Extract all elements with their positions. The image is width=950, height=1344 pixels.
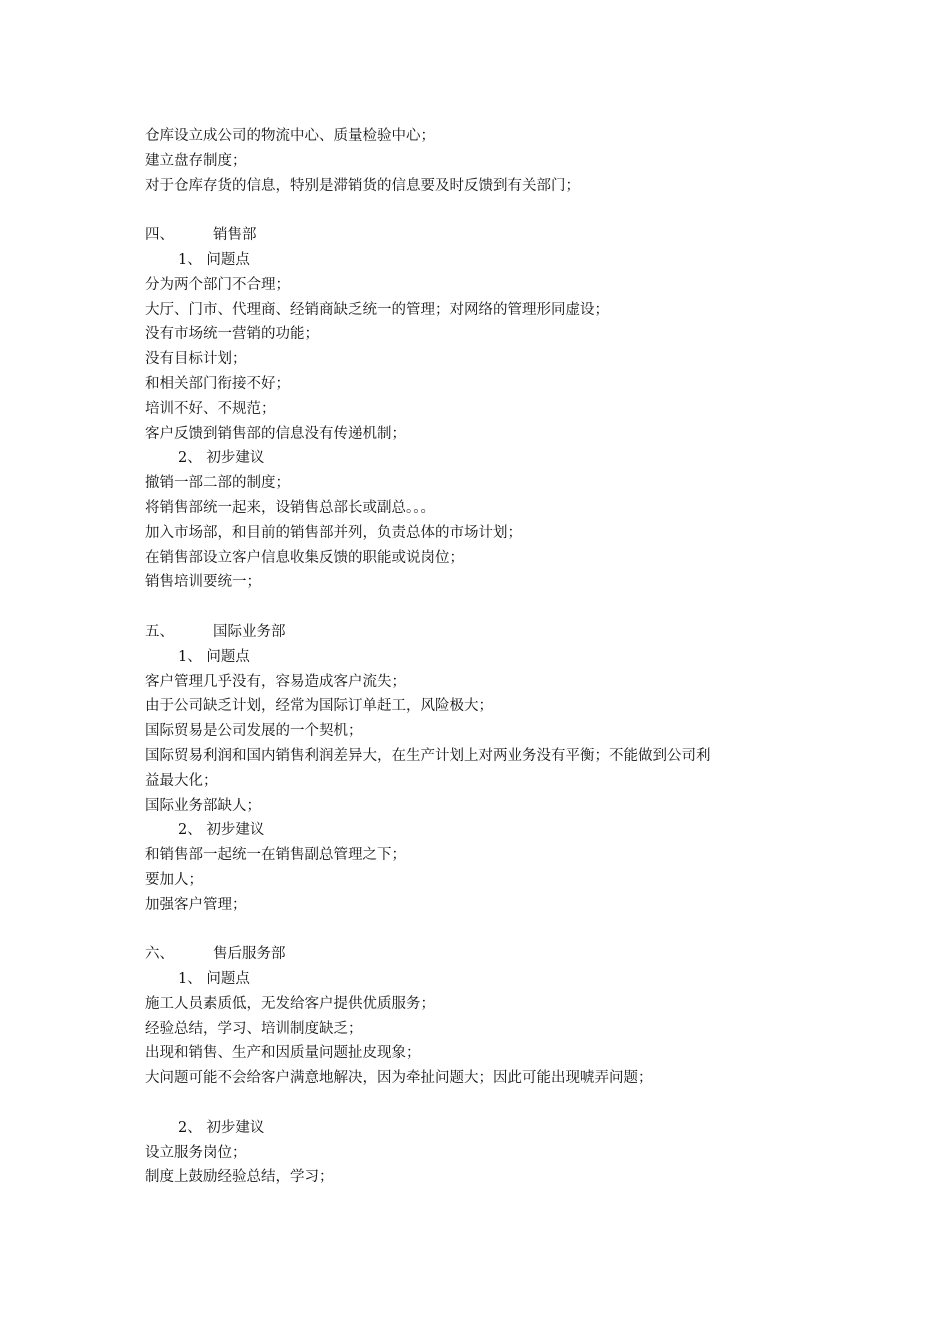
text-line: 国际业务部缺人； — [145, 797, 261, 814]
document-body — [145, 124, 825, 1190]
text-line: 施工人员素质低，无发给客户提供优质服务； — [145, 995, 435, 1012]
text-line: 经验总结，学习、培训制度缺乏； — [145, 1020, 363, 1037]
section-number: 五、 — [145, 623, 174, 640]
text-line: 客户管理几乎没有，容易造成客户流失； — [145, 673, 406, 690]
section-number: 六、 — [145, 946, 174, 963]
text-line: 和销售部一起统一在销售副总管理之下； — [145, 847, 406, 864]
blank-line — [145, 1091, 825, 1116]
section-heading — [145, 620, 825, 645]
text-line: 大厅、门市、代理商、经销商缺乏统一的管理；对网络的管理形同虚设； — [145, 301, 609, 318]
section-heading — [145, 942, 825, 967]
text-line: 加入市场部，和目前的销售部并列，负责总体的市场计划； — [145, 524, 522, 541]
text-line: 大问题可能不会给客户满意地解决，因为牵扯问题大；因此可能出现唬弄问题； — [145, 1070, 653, 1087]
text-line: 加强客户管理； — [145, 896, 247, 913]
text-line: 建立盘存制度； — [145, 152, 247, 169]
section-heading — [145, 223, 825, 248]
section-title: 销售部 — [213, 227, 257, 244]
section-title: 售后服务部 — [213, 946, 286, 963]
text-line: 没有市场统一营销的功能； — [145, 326, 319, 343]
text-line: 和相关部门衔接不好； — [145, 375, 290, 392]
blank-line — [145, 918, 825, 943]
text-line: 由于公司缺乏计划，经常为国际订单赶工，风险极大； — [145, 698, 493, 715]
text-line: 国际贸易利润和国内销售利润差异大，在生产计划上对两业务没有平衡；不能做到公司利 — [145, 747, 711, 764]
text-line: 出现和销售、生产和因质量问题扯皮现象； — [145, 1045, 421, 1062]
subheading: 1、 问题点 — [178, 971, 250, 988]
text-line: 客户反馈到销售部的信息没有传递机制； — [145, 425, 406, 442]
subheading: 1、 问题点 — [178, 251, 250, 268]
section-number: 四、 — [145, 227, 174, 244]
subheading: 2、 初步建议 — [178, 450, 265, 467]
blank-line — [145, 198, 825, 223]
text-line: 撤销一部二部的制度； — [145, 475, 290, 492]
text-line: 分为两个部门不合理； — [145, 276, 290, 293]
text-line: 仓库设立成公司的物流中心、质量检验中心； — [145, 128, 435, 144]
text-line: 益最大化； — [145, 772, 218, 789]
section-title: 国际业务部 — [213, 623, 286, 640]
subheading: 2、 初步建议 — [178, 822, 265, 839]
text-line: 在销售部设立客户信息收集反馈的职能或说岗位； — [145, 549, 464, 566]
text-line: 对于仓库存货的信息，特别是滞销货的信息要及时反馈到有关部门； — [145, 177, 580, 194]
text-line: 培训不好、不规范； — [145, 400, 276, 417]
blank-line — [145, 595, 825, 620]
text-line: 国际贸易是公司发展的一个契机； — [145, 723, 363, 740]
text-line: 没有目标计划； — [145, 351, 247, 368]
text-line: 销售培训要统一； — [145, 574, 261, 591]
text-line: 设立服务岗位； — [145, 1144, 247, 1161]
subheading: 2、 初步建议 — [178, 1119, 265, 1136]
text-line: 将销售部统一起来，设销售总部长或副总。。。 — [145, 499, 435, 516]
text-line: 要加人； — [145, 871, 203, 888]
text-line: 制度上鼓励经验总结，学习； — [145, 1169, 334, 1186]
subheading: 1、 问题点 — [178, 648, 250, 665]
